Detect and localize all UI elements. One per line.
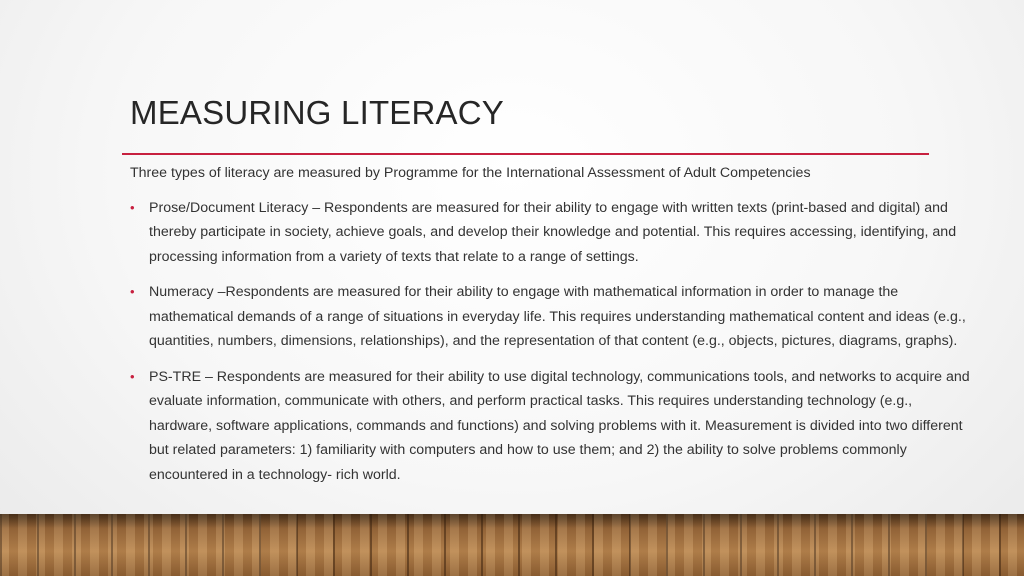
bullet-item-ps-tre [130,365,975,488]
bullet-list [130,196,975,488]
slide-title: MEASURING LITERACY [130,94,504,131]
bullet-dot-icon: • [130,368,135,384]
bullet-item-numeracy [130,280,975,354]
title-divider [122,153,929,155]
wood-floor-decoration [0,514,1024,576]
bullet-item-prose [130,196,975,270]
slide-body [130,161,975,498]
bullet-dot-icon: • [130,284,135,299]
bullet-text: Numeracy –Respondents are measured for their ability to engage with mathematical information in order to manage the mathematical demands of a range of situations in everyday life. This requires understanding mathematical content and ideas (e.g., quantities, numbers, dimensions, relationships), and the representation of that content (e.g., objects, pictures, diagrams, graphs). [149,284,966,349]
bullet-text: Prose/Document Literacy – Respondents are measured for their ability to engage with written texts (print-based and digital) and thereby participate in society, achieve goals, and develop their knowledge and potential. This requires accessing, identifying, and processing information from a variety of texts that relate to a range of settings. [149,199,957,265]
bullet-dot-icon: • [130,199,135,215]
intro-text: Three types of literacy are measured by Programme for the International Assessment of Adult Competencies [130,165,811,181]
bullet-text: PS-TRE – Respondents are measured for their ability to use digital technology, communications tools, and networks to acquire and evaluate information, communicate with others, and perform practical tasks. This requires understanding technology (e.g., hardware, software applications, commands and functions) and solving problems with it. Measurement is divided into two different but related parameters: 1) familiarity with computers and how to use them; and 2) the ability to solve problems commonly encountered in a technology- rich world. [149,368,970,483]
